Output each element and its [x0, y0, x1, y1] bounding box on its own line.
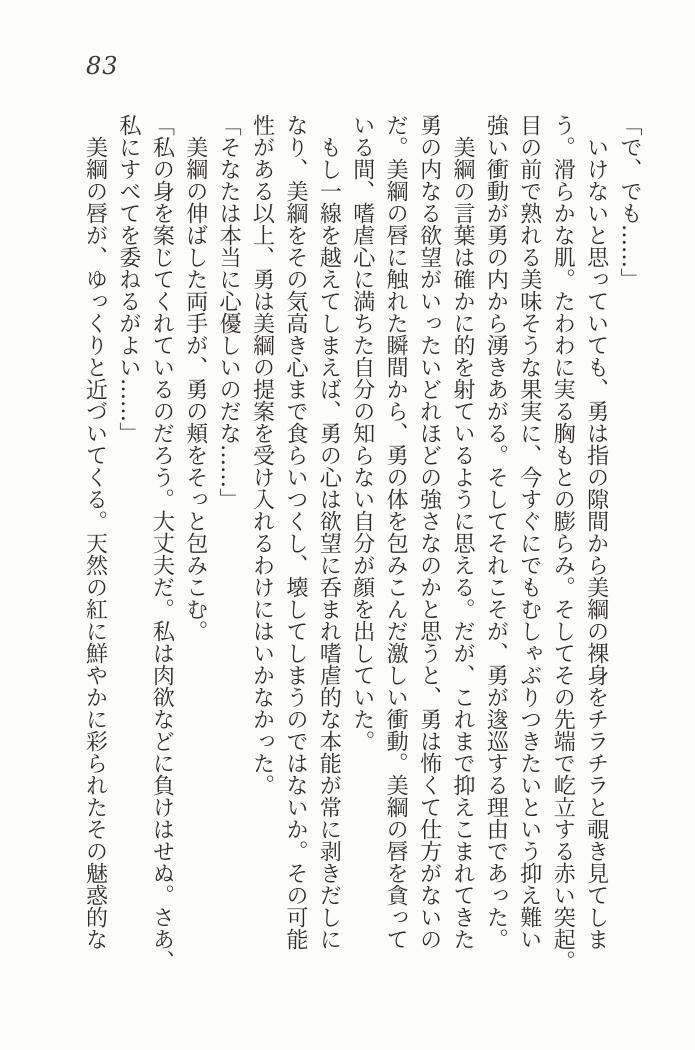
text-line: 私にすべてを委ねるがよい……」 [115, 114, 141, 444]
text-line: 目の前で熟れる美味そうな果実に、今すぐにでもむしゃぶりつきたいという抑え難い [516, 114, 542, 950]
paragraph-dialogue [613, 114, 646, 960]
text-line: 「そなたは本当に心優しいのだな……」 [216, 114, 242, 510]
text-line: いけないと思っていても、勇は指の隙間から美綱の裸身をチラチラと覗き見てしま [583, 114, 609, 950]
text-line: 美綱の伸ばした両手が、勇の頬をそっと包みこむ。 [182, 114, 208, 642]
text-area [76, 114, 646, 972]
text-line: 性がある以上、勇は美綱の提案を受け入れるわけにはいかなかった。 [249, 114, 275, 796]
text-line: 美綱の言葉は確かに的を射ているように思える。だが、これまで抑えこまれてきた [449, 114, 475, 950]
paragraph-dialogue [112, 114, 179, 972]
text-line: だ。美綱の唇に触れた瞬間から、勇の体を包みこんだ激しい衝動。美綱の唇を貪って [383, 114, 409, 950]
text-line: 勇の内なる欲望がいったいどれほどの強さなのかと思うと、勇は怖くて仕方がないの [416, 114, 442, 950]
text-line: 「で、でも……」 [617, 114, 642, 290]
text-line: なり、美綱をその気高き心まで食らいつくし、壊してしまうのではないか。その可能 [282, 114, 308, 950]
paragraph-narrative [178, 114, 211, 960]
paragraph-narrative [78, 114, 111, 960]
text-line: 美綱の唇が、ゆっくりと近づいてくる。天然の紅に鮮やかに彩られたその魅惑的な [82, 114, 108, 950]
text-line: 「私の身を案じてくれているのだろう。大丈夫だ。私は肉欲などに負けはせぬ。さあ、 [149, 114, 175, 972]
text-line: 強い衝動が勇の内から湧きあがる。そしてそれこそが、勇が逡巡する理由であった。 [483, 114, 509, 950]
paragraph-dialogue [212, 114, 245, 960]
page-number: 83 [86, 52, 119, 80]
paragraph-narrative [245, 114, 345, 960]
text-line: う。滑らかな肌。たわわに実る胸もとの膨らみ。そしてその先端で屹立する赤い突起。 [550, 114, 576, 972]
paragraph-narrative [479, 114, 613, 972]
text-line: いる間、嗜虐心に満ちた自分の知らない自分が顔を出していた。 [349, 114, 375, 752]
text-line: もし一線を越えてしまえば、勇の心は欲望に呑まれ嗜虐的な本能が常に剥きだしに [316, 114, 342, 950]
paragraph-narrative [345, 114, 479, 960]
